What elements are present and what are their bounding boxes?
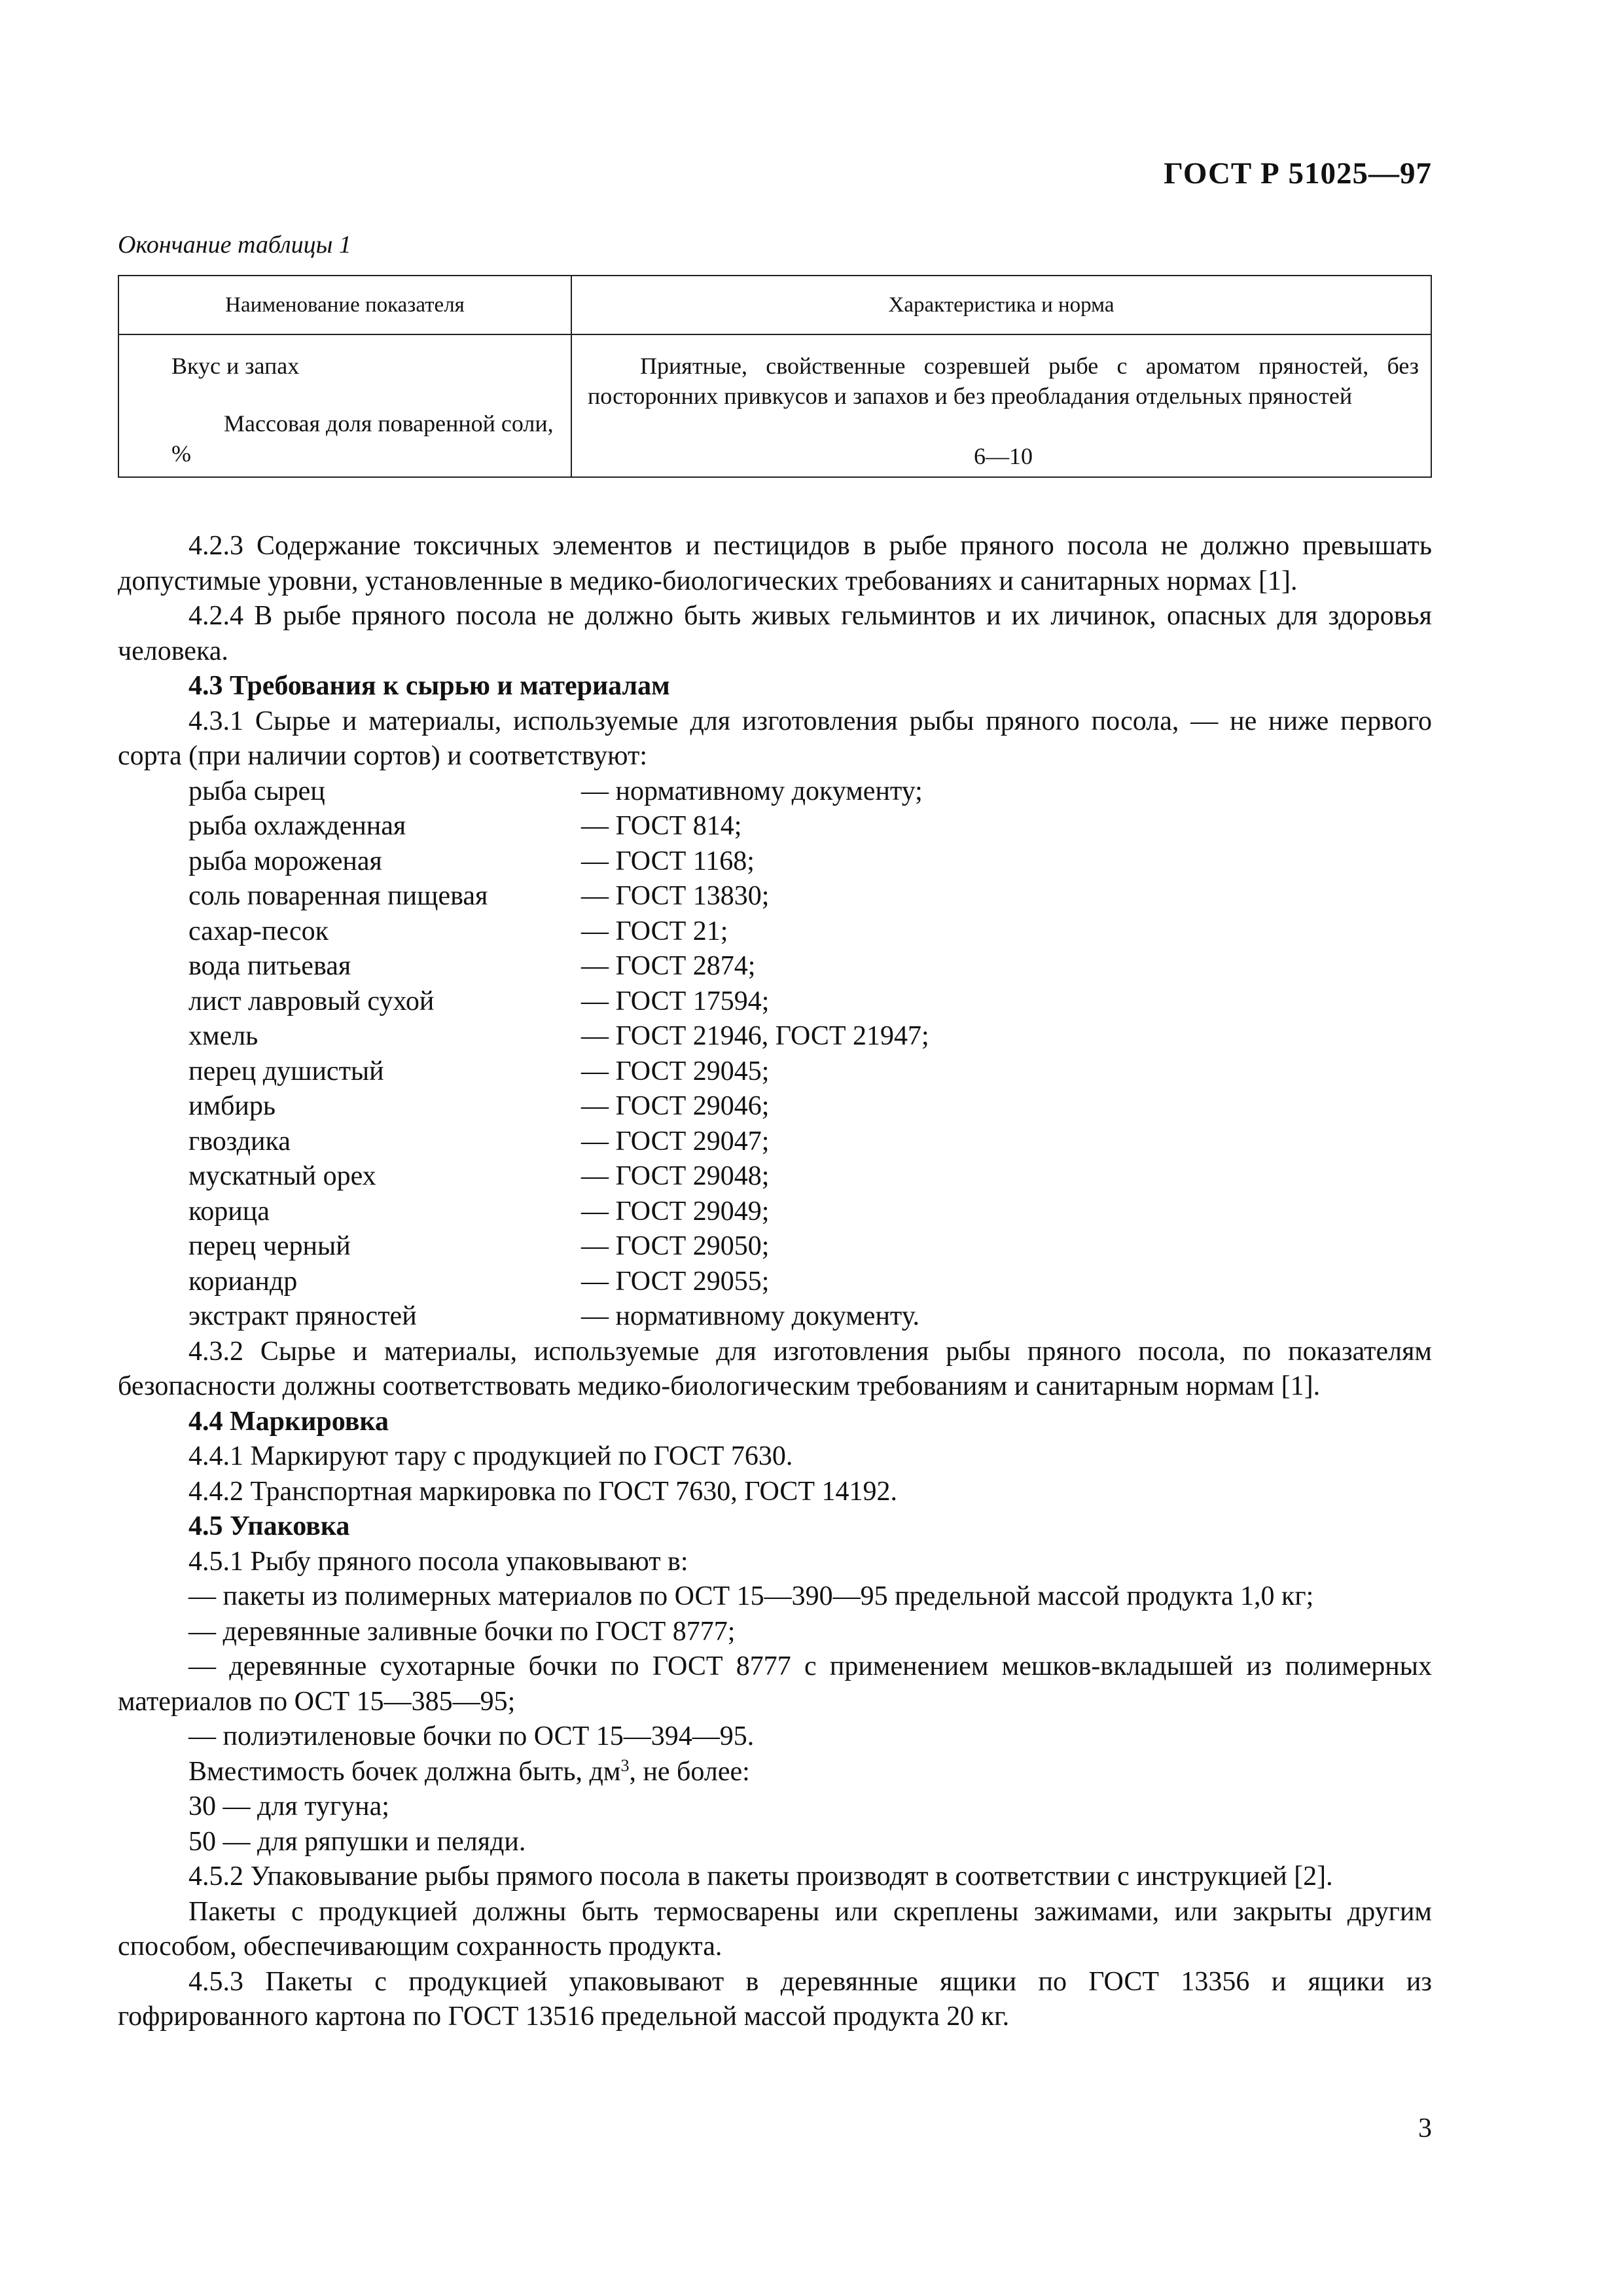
table-cell-values [571, 334, 1431, 477]
list-item: соль поваренная пищевая — ГОСТ 13830; [188, 881, 770, 911]
paragraph: 4.2.4 В рыбе пряного посола не должно быть живых гельминтов и их личинок, опасных для здоровья человека. [118, 601, 1432, 666]
list-item: рыба охлажденная — ГОСТ 814; [188, 811, 742, 841]
row-value-salt: 6—10 [974, 443, 1033, 469]
page-number: 3 [1418, 2113, 1432, 2144]
paragraph: 4.5.2 Упаковывание рыбы прямого посола в пакеты производят в соответствии с инструкцией [2]. [188, 1861, 1333, 1892]
paragraph: 4.5.3 Пакеты с продукцией упаковывают в деревянные ящики по ГОСТ 13356 и ящики из гофрированного картона по ГОСТ 13516 предельной массой продукта 20 кг. [118, 1966, 1432, 2032]
section-heading: 4.5 Упаковка [188, 1511, 350, 1541]
table-header-row [118, 276, 1431, 334]
list-item: гвоздика — ГОСТ 29047; [188, 1126, 770, 1157]
row-name-taste: Вкус и запах [171, 353, 300, 379]
list-item: рыба мороженая — ГОСТ 1168; [188, 846, 755, 876]
section-heading: 4.3 Требования к сырью и материалам [188, 671, 670, 701]
paragraph: 4.3.2 Сырье и материалы, используемые для изготовления рыбы пряного посола, по показателям безопасности должны соответствовать медико-биологическим требованиям и санитарным нормам [1]. [118, 1336, 1432, 1401]
paragraph: 4.4.2 Транспортная маркировка по ГОСТ 7630, ГОСТ 14192. [188, 1476, 898, 1507]
paragraph: 4.4.1 Маркируют тару с продукцией по ГОСТ 7630. [188, 1441, 793, 1471]
capacity-item: 30 — для тугуна; [188, 1791, 389, 1821]
row-value-taste: Приятные, свойственные созревшей рыбе с ароматом пряностей, без посторонних привкусов и запахов и без преобладания отдельных пряностей [588, 353, 1419, 409]
packaging-item: — деревянные заливные бочки по ГОСТ 8777; [188, 1616, 736, 1647]
requirements-table [118, 275, 1432, 478]
materials-list [118, 774, 1432, 1335]
list-item: корица — ГОСТ 29049; [188, 1196, 770, 1227]
table-row [118, 334, 1431, 477]
table-caption: Окончание таблицы 1 [118, 231, 351, 259]
list-item: рыба сырец — нормативному документу; [188, 776, 923, 806]
list-item: мускатный орех — ГОСТ 29048; [188, 1161, 770, 1191]
document-body [118, 529, 1432, 2035]
paragraph: 4.3.1 Сырье и материалы, используемые для изготовления рыбы пряного посола, — не ниже первого сорта (при наличии сортов) и соответствуют: [118, 706, 1432, 771]
section-heading: 4.4 Маркировка [188, 1406, 389, 1437]
list-item: кориандр — ГОСТ 29055; [188, 1266, 770, 1297]
packaging-item: — деревянные сухотарные бочки по ГОСТ 8777 с применением мешков-вкладышей из полимерных материалов по ОСТ 15—385—95; [118, 1651, 1432, 1717]
table-header-cell: Наименование показателя [118, 276, 571, 334]
packaging-item: — пакеты из полимерных материалов по ОСТ 15—390—95 предельной массой продукта 1,0 кг; [188, 1581, 1314, 1611]
paragraph: 4.5.1 Рыбу пряного посола упаковывают в: [188, 1546, 688, 1577]
capacity-item: 50 — для ряпушки и пеляди. [188, 1826, 526, 1857]
row-name-salt: Массовая доля поваренной соли, % [171, 410, 554, 467]
document-header: ГОСТ Р 51025—97 [1164, 156, 1432, 190]
list-item: лист лавровый сухой — ГОСТ 17594; [188, 986, 770, 1016]
superscript: 3 [620, 1755, 630, 1775]
list-item: сахар-песок — ГОСТ 21; [188, 916, 728, 946]
paragraph: Пакеты с продукцией должны быть термосварены или скреплены зажимами, или закрыты другим способом, обеспечивающим сохранность продукта. [118, 1896, 1432, 1962]
list-item: имбирь — ГОСТ 29046; [188, 1091, 770, 1121]
paragraph: Вместимость бочек должна быть, $дм^3$, не более: [188, 1755, 750, 1787]
list-item: хмель — ГОСТ 21946, ГОСТ 21947; [188, 1021, 929, 1051]
paragraph: 4.2.3 Содержание токсичных элементов и пестицидов в рыбе пряного посола не должно превышать допустимые уровни, установленные в медико-биологических требованиях и санитарных нормах [1]. [118, 531, 1432, 596]
list-item: экстракт пряностей — нормативному документу. [188, 1301, 920, 1331]
list-item: вода питьевая — ГОСТ 2874; [188, 951, 756, 981]
list-item: перец душистый — ГОСТ 29045; [188, 1056, 770, 1086]
table-header-cell: Характеристика и норма [571, 276, 1431, 334]
list-item: перец черный — ГОСТ 29050; [188, 1231, 770, 1261]
packaging-item: — полиэтиленовые бочки по ОСТ 15—394—95. [188, 1721, 755, 1751]
table-cell-names [118, 334, 571, 477]
